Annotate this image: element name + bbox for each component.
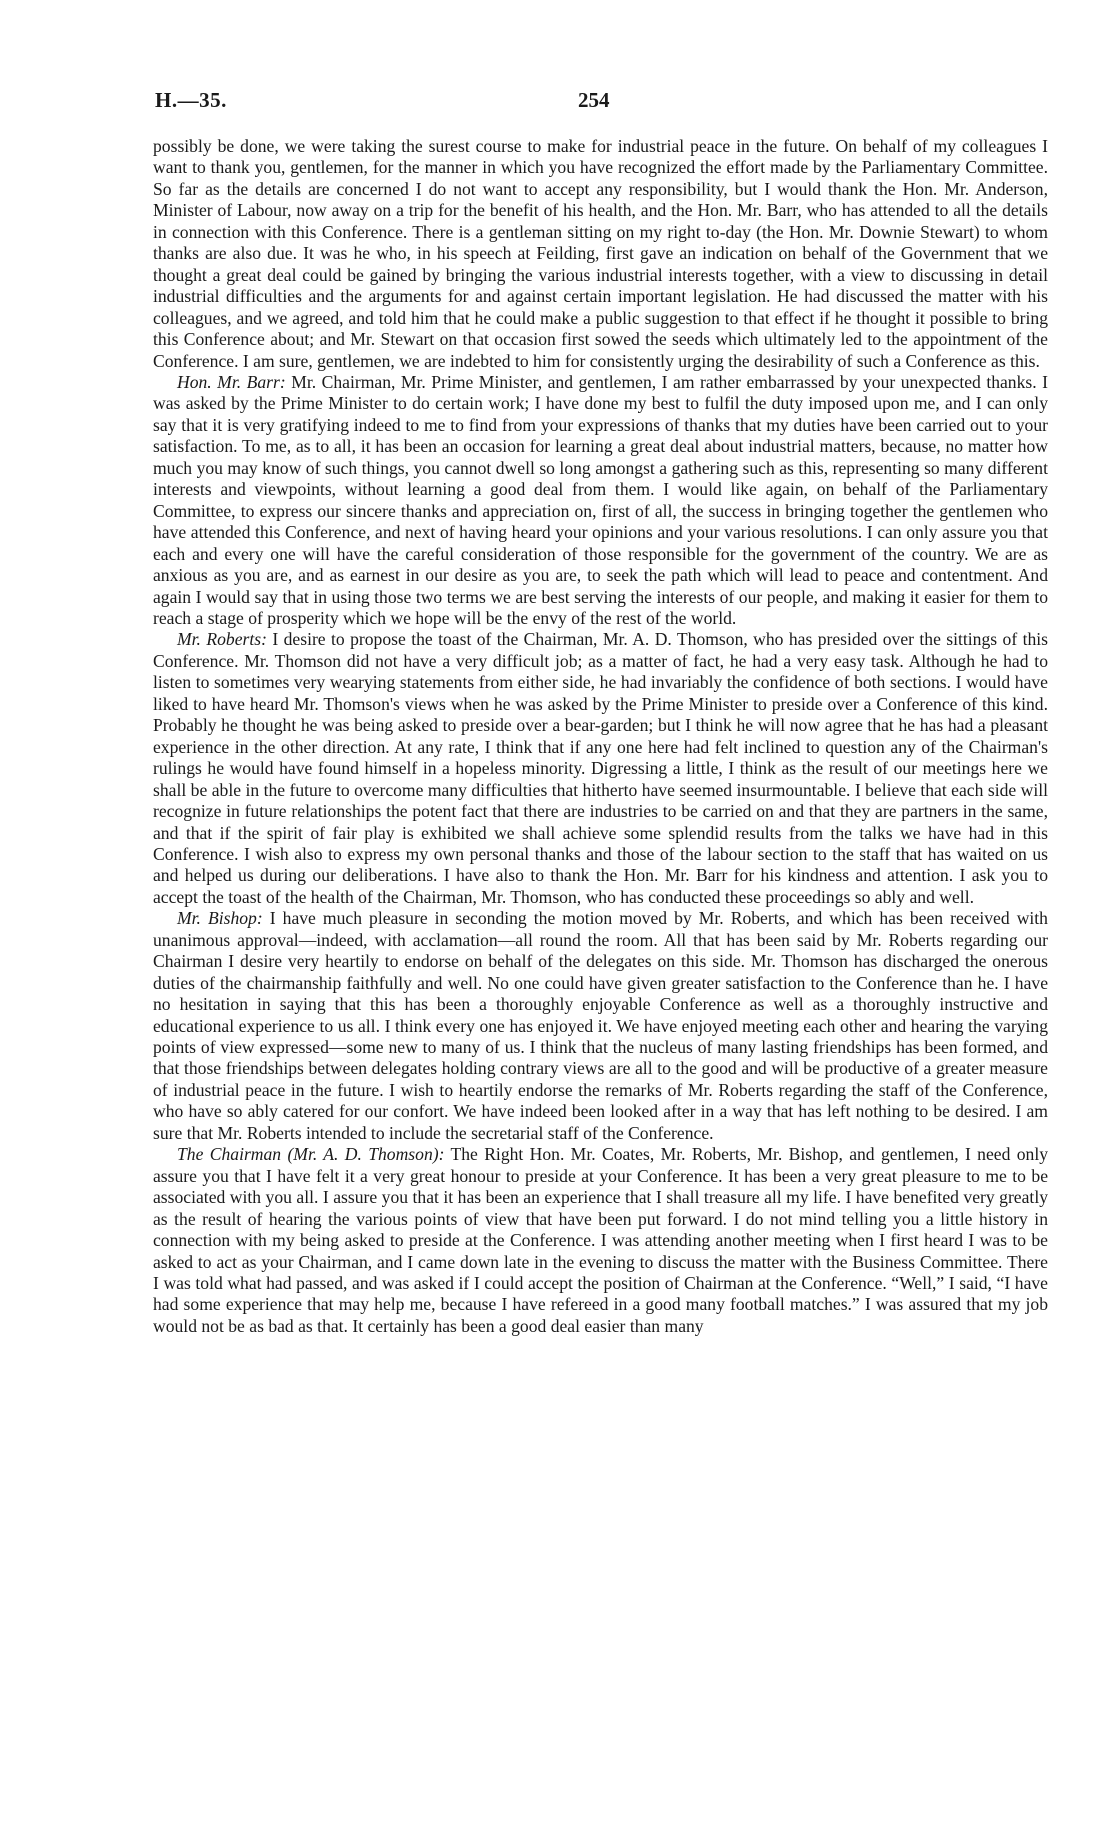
document-reference: H.—35. <box>155 88 227 112</box>
paragraph-text: The Right Hon. Mr. Coates, Mr. Roberts, Mr. Bishop, and gentlemen, I need only assure you that I have felt it a very great honour to preside at your Conference. It has been a very great pleasure to me to be associated with you all. I assure you that it has been an experience that I shall treasure all my life. I have benefited very greatly as the result of hearing the various points of view that have been put forward. I do not mind telling you a little history in connection with my being asked to preside at the Conference. I was attending another meeting when I first heard I was to be asked to act as your Chairman, and I came down late in the evening to discuss the matter with the Business Committee. There I was told what had passed, and was asked if I could accept the position of Chairman at the Conference. “Well,” I said, “I have had some experience that may help me, because I have refereed in a good many football matches.” I was assured that my job would not be as bad as that. It certainly has been a good deal easier than many <box>153 1144 1049 1336</box>
paragraph <box>153 908 1048 1144</box>
paragraph-text: Mr. Chairman, Mr. Prime Minister, and gentlemen, I am rather embarrassed by your unexpected thanks. I was asked by the Prime Minister to do certain work; I have done my best to fulfil the duty imposed upon me, and I can only say that it is very gratifying indeed to me to find from your expressions of thanks that my duties have been carried out to your satisfaction. To me, as to all, it has been an occasion for learning a great deal about industrial matters, because, no matter how much you may know of such things, you cannot dwell so long amongst a gathering such as this, representing so many different interests and viewpoints, without learning a good deal from them. I would like again, on behalf of the Parliamentary Committee, to express our sincere thanks and appreciation on, first of all, the success in bringing together the gentlemen who have attended this Conference, and next of having heard your opinions and your various resolutions. I can only assure you that each and every one will have the careful consideration of those responsible for the government of the country. We are as anxious as you are, and as earnest in our desire as you are, to seek the path which will lead to peace and contentment. And again I would say that in using those two terms we are best serving the interests of our people, and making it easier for them to reach a stage of prosperity which we hope will be the envy of the rest of the world. <box>153 371 1048 628</box>
paragraph <box>153 136 1048 372</box>
paragraph <box>153 629 1048 908</box>
page-number: 254 <box>578 88 610 112</box>
paragraph-text: I desire to propose the toast of the Chairman, Mr. A. D. Thomson, who has presided over the sittings of this Conference. Mr. Thomson did not have a very difficult job; as a matter of fact, he had a very easy task. Although he had to listen to sometimes very wearying statements from either side, he had invariably the confidence of both sections. I would have liked to have heard Mr. Thomson's views when he was asked by the Prime Minister to preside over a Conference of this kind. Probably he thought he was being asked to preside over a bear-garden; but I think he will now agree that he has had a pleasant experience in the other direction. At any rate, I think that if any one here had felt inclined to question any of the Chairman's rulings he would have found himself in a hopeless minority. Digressing a little, I think as the result of our meetings here we shall be able in the future to overcome many difficulties that hitherto have seemed insurmountable. I believe that each side will recognize in future relationships the potent fact that there are industries to be carried on and that they are partners in the same, and that if the spirit of fair play is exhibited we shall achieve some splendid results from the talks we have had in this Conference. I wish also to express my own personal thanks and those of the labour section to the staff that has waited on us and helped us during our deliberations. I have also to thank the Hon. Mr. Barr for his kindness and attention. I ask you to accept the toast of the health of the Chairman, Mr. Thomson, who has conducted these proceedings so ably and well. <box>153 629 1048 907</box>
paragraph-text: possibly be done, we were taking the surest course to make for industrial peace in the future. On behalf of my colleagues I want to thank you, gentlemen, for the manner in which you have recognized the effort made by the Parliamentary Committee. So far as the details are concerned I do not want to accept any responsibility, but I would thank the Hon. Mr. Anderson, Minister of Labour, now away on a trip for the benefit of his health, and the Hon. Mr. Barr, who has attended to all the details in connection with this Conference. There is a gentleman sitting on my right to-day (the Hon. Mr. Downie Stewart) to whom thanks are also due. It was he who, in his speech at Feilding, first gave an indication on behalf of the Government that we thought a great deal could be gained by bringing the various industrial interests together, with a view to discussing in detail industrial difficulties and the arguments for and against certain important legislation. He had discussed the matter with his colleagues, and we agreed, and told him that he could make a public suggestion to that effect if he thought it possible to bring this Conference about; and Mr. Stewart on that occasion first sowed the seeds which ultimately led to the appointment of the Conference. I am sure, gentlemen, we are indebted to him for consistently urging the desirability of such a Conference as this. <box>153 136 1048 371</box>
speaker-name: Mr. Roberts: <box>177 629 267 650</box>
paragraph <box>153 372 1048 629</box>
body-text <box>153 136 1048 1337</box>
paragraph <box>153 1144 1048 1337</box>
speaker-name: Mr. Bishop: <box>177 908 263 929</box>
speaker-name: The Chairman (Mr. A. D. Thomson): <box>177 1144 445 1165</box>
speaker-name: Hon. Mr. Barr: <box>177 371 286 392</box>
paragraph-text: I have much pleasure in seconding the motion moved by Mr. Roberts, and which has been received with unanimous approval—indeed, with acclamation—all round the room. All that has been said by Mr. Roberts regarding our Chairman I desire very heartily to endorse on behalf of the delegates on this side. Mr. Thomson has discharged the onerous duties of the chairmanship faithfully and well. No one could have given greater satisfaction to the Conference than he. I have no hesitation in saying that this has been a thoroughly enjoyable Conference as well as a thoroughly instructive and educational experience to us all. I think every one has enjoyed it. We have enjoyed meeting each other and hearing the varying points of view expressed—some new to many of us. I think that the nucleus of many lasting friendships has been formed, and that those friendships between delegates holding contrary views are all to the good and will be productive of a greater measure of industrial peace in the future. I wish to heartily endorse the remarks of Mr. Roberts regarding the staff of the Conference, who have so ably catered for our confort. We have indeed been looked after in a way that has left nothing to be desired. I am sure that Mr. Roberts intended to include the secretarial staff of the Conference. <box>153 908 1048 1143</box>
